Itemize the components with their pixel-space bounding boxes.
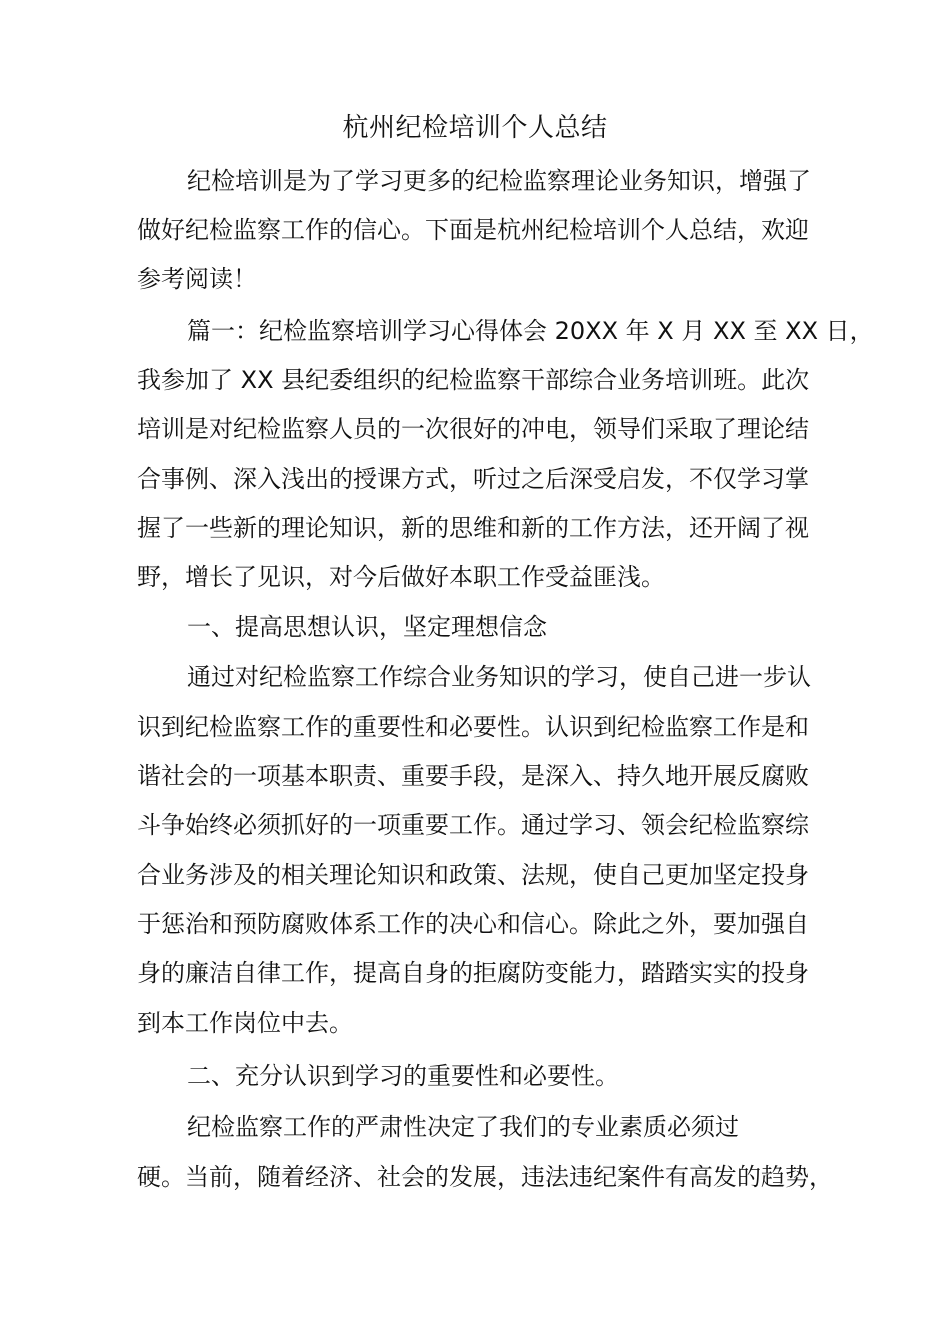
- text-line: 身的廉洁自律工作，提高自身的拒腐防变能力，踏踏实实的投身: [137, 959, 809, 987]
- section-heading: 一、提高思想认识，坚定理想信念: [187, 613, 547, 641]
- text-line: 合业务涉及的相关理论知识和政策、法规，使自己更加坚定投身: [137, 861, 809, 889]
- text-line: 野，增长了见识，对今后做好本职工作受益匪浅。: [137, 563, 665, 591]
- document-title: 杭州纪检培训个人总结: [342, 113, 608, 143]
- text-line: 做好纪检监察工作的信心。下面是杭州纪检培训个人总结，欢迎: [137, 216, 809, 244]
- text-line: 于惩治和预防腐败体系工作的决心和信心。除此之外，要加强自: [137, 910, 809, 938]
- text-line: 通过对纪检监察工作综合业务知识的学习，使自己进一步认: [187, 663, 811, 691]
- text-line: 纪检监察工作的严肃性决定了我们的专业素质必须过: [187, 1113, 739, 1141]
- text-line: 我参加了 XX 县纪委组织的纪检监察干部综合业务培训班。此次: [137, 366, 810, 394]
- section-heading: 二、充分认识到学习的重要性和必要性。: [187, 1062, 619, 1090]
- text-line: 到本工作岗位中去。: [137, 1009, 353, 1037]
- text-line: 篇一：纪检监察培训学习心得体会 20XX 年 X 月 XX 至 XX 日，: [187, 317, 874, 345]
- text-line: 斗争始终必须抓好的一项重要工作。通过学习、领会纪检监察综: [137, 811, 809, 839]
- text-line: 识到纪检监察工作的重要性和必要性。认识到纪检监察工作是和: [137, 713, 809, 741]
- text-line: 纪检培训是为了学习更多的纪检监察理论业务知识，增强了: [187, 167, 811, 195]
- text-line: 谐社会的一项基本职责、重要手段，是深入、持久地开展反腐败: [137, 762, 809, 790]
- text-line: 参考阅读！: [137, 265, 257, 293]
- text-line: 硬。当前，随着经济、社会的发展，违法违纪案件有高发的趋势，: [137, 1163, 833, 1191]
- text-line: 合事例、深入浅出的授课方式，听过之后深受启发，不仅学习掌: [137, 465, 809, 493]
- text-line: 培训是对纪检监察人员的一次很好的冲电，领导们采取了理论结: [137, 415, 809, 443]
- text-line: 握了一些新的理论知识，新的思维和新的工作方法，还开阔了视: [137, 514, 809, 542]
